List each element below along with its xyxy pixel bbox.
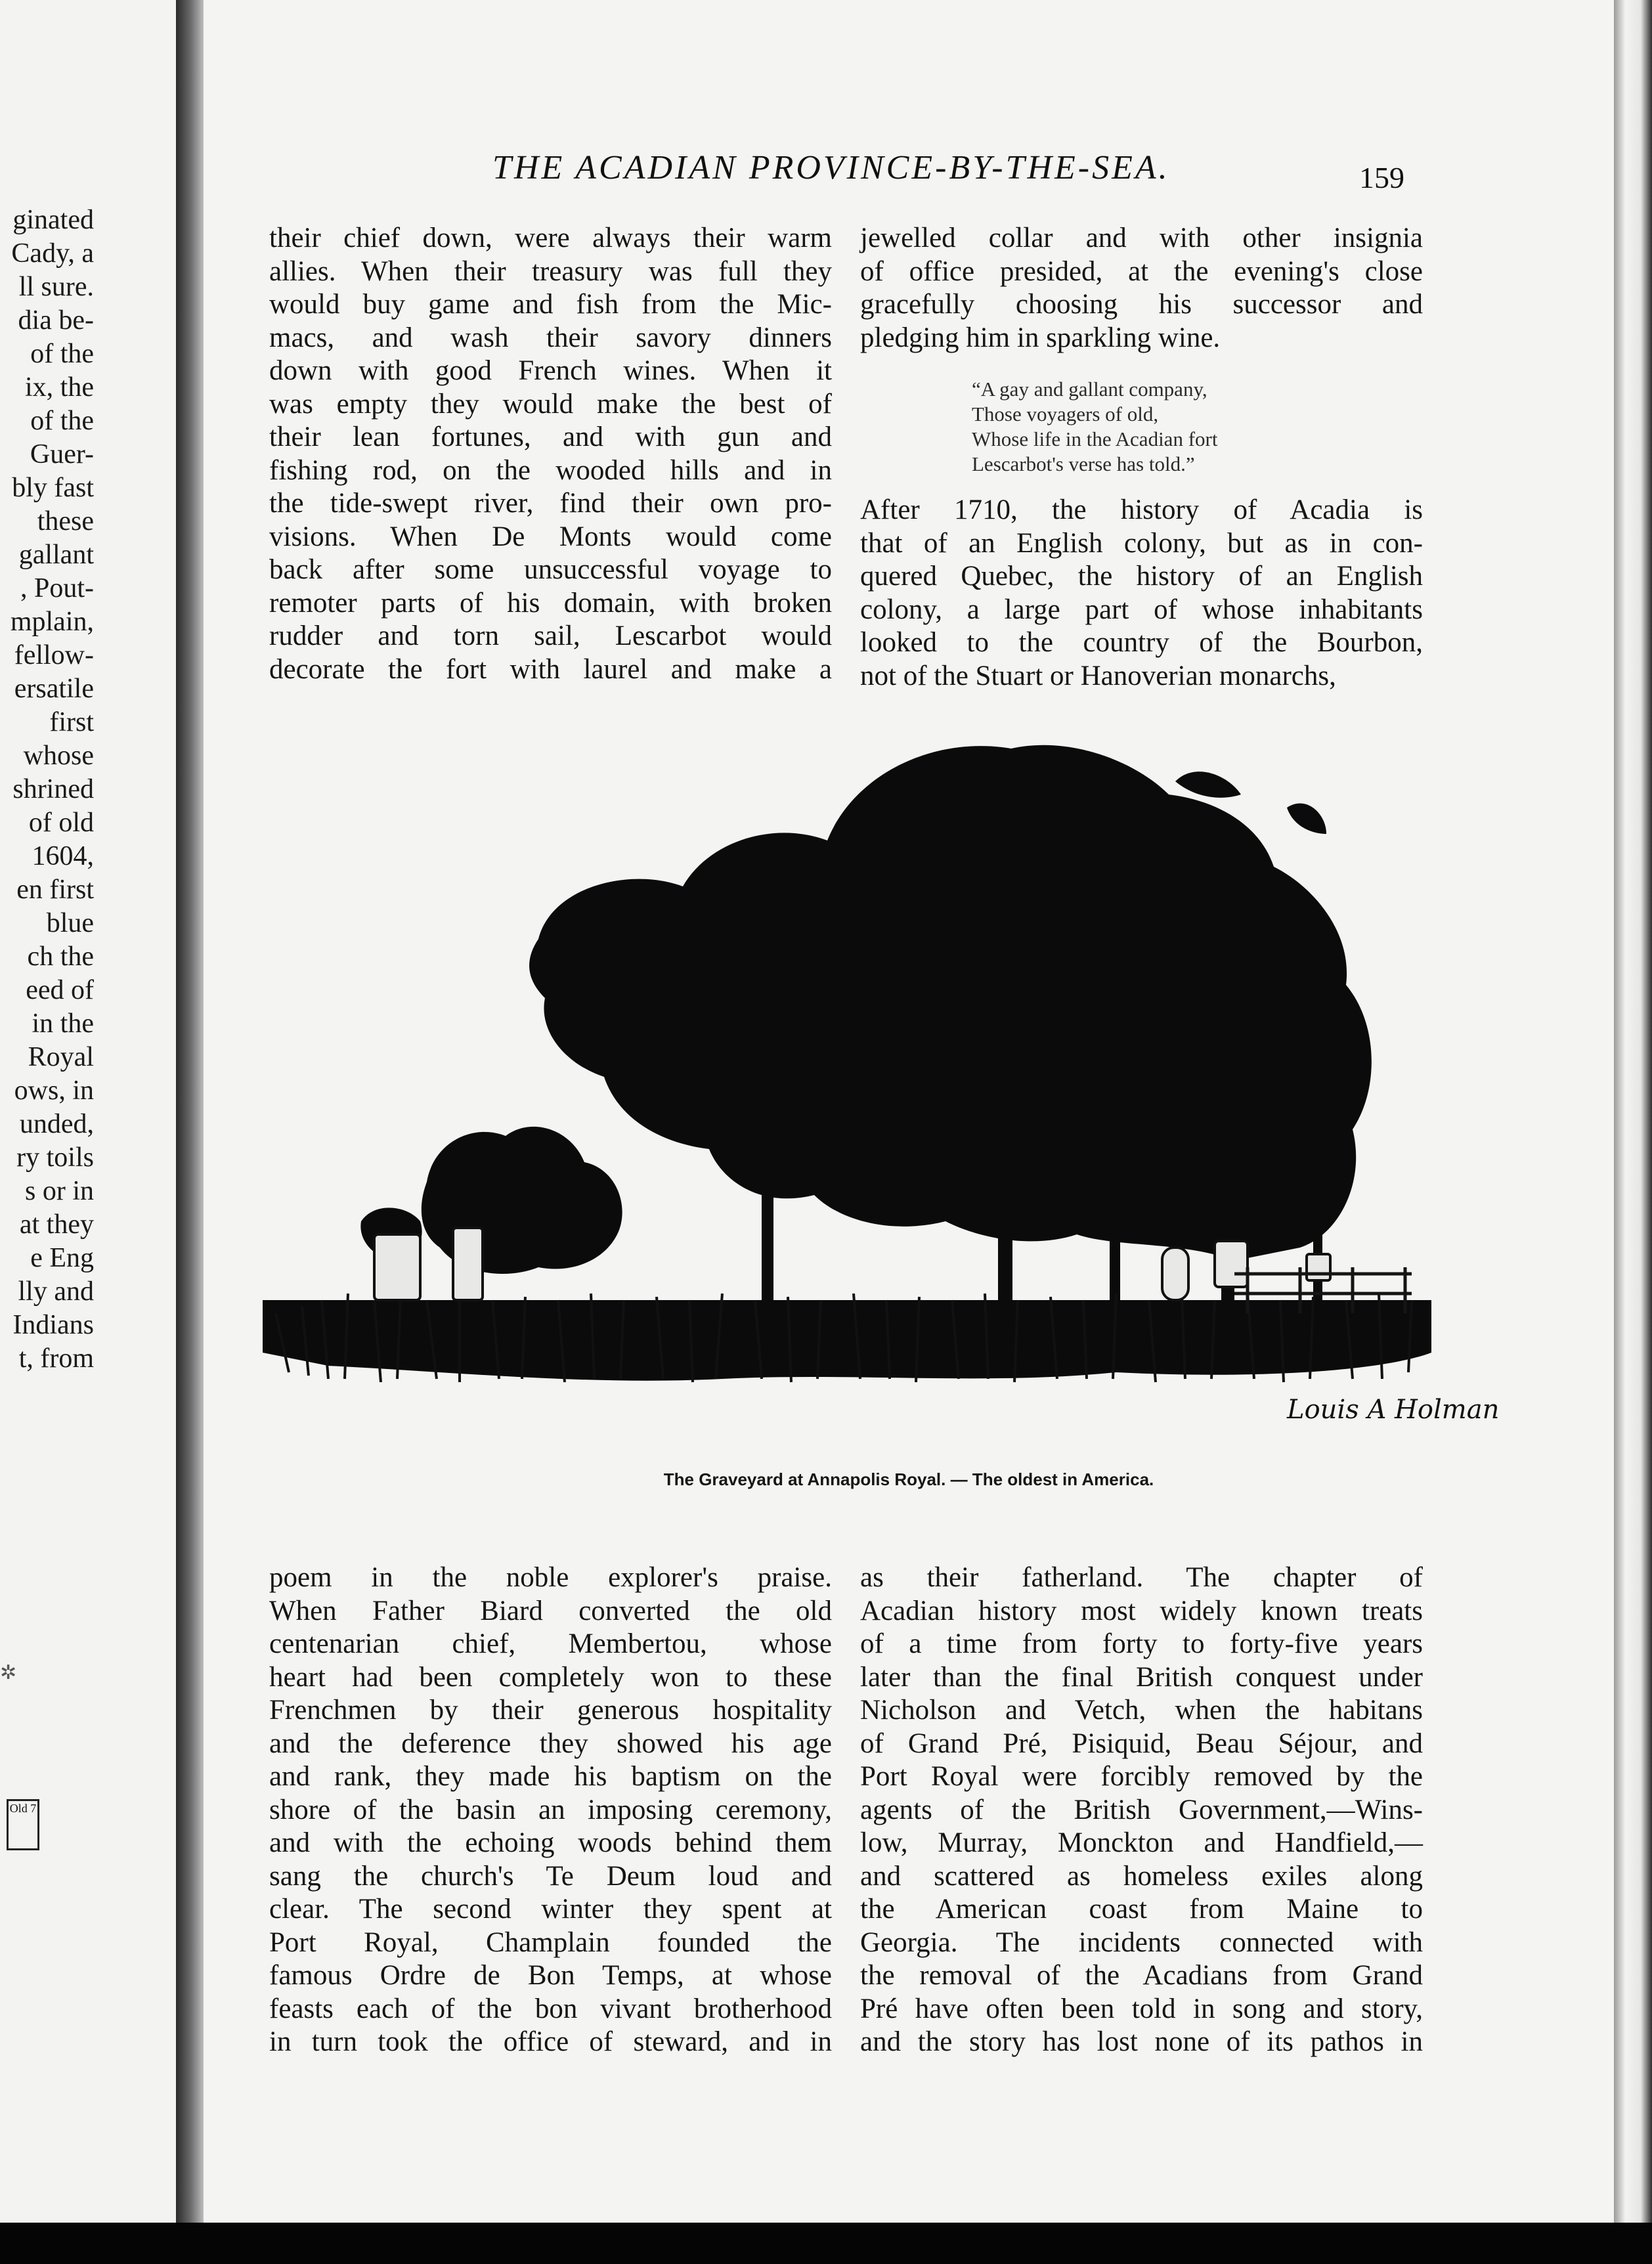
left-page-line: ll sure. (18, 272, 94, 302)
left-page-line: Cady, a (11, 238, 94, 269)
bottom-left-column (269, 1561, 832, 2059)
text-line: When Father Biard converted the old (269, 1595, 832, 1626)
page-number: 159 (1359, 161, 1404, 194)
text-line: and rank, they made his baptism on the (269, 1761, 832, 1792)
verse-line: Lescarbot's verse has told.” (972, 452, 1195, 475)
left-page-line: these (37, 506, 94, 536)
left-page-line: at they (19, 1209, 94, 1240)
page-edge (1614, 0, 1652, 2223)
left-page-line: shrined (12, 774, 94, 804)
text-line: the American coast from Maine to (860, 1894, 1423, 1925)
left-page-line: eed of (26, 975, 94, 1005)
left-page-stamp: Old 7 (7, 1799, 39, 1850)
text-line: of Grand Pré, Pisiquid, Beau Séjour, and (860, 1728, 1423, 1759)
left-page-line: en first (16, 875, 94, 905)
text-line: colony, a large part of whose inhabitants (860, 594, 1423, 625)
text-line: gracefully choosing his successor and (860, 289, 1423, 320)
left-page-line: fellow- (14, 640, 94, 670)
left-page-line: ix, the (25, 372, 94, 403)
text-line: allies. When their treasury was full they (269, 255, 832, 287)
left-page-line: t, from (18, 1343, 94, 1374)
text-line: famous Ordre de Bon Temps, at whose (269, 1960, 832, 1991)
text-line: back after some unsuccessful voyage to (269, 554, 832, 585)
text-line: low, Murray, Monckton and Handfield,— (860, 1827, 1423, 1858)
left-page-line: mplain, (10, 607, 94, 637)
text-line: pledging him in sparkling wine. (860, 322, 1221, 353)
text-line: sang the church's Te Deum loud and (269, 1860, 832, 1892)
text-line: After 1710, the history of Acadia is (860, 494, 1423, 525)
left-page-text (0, 204, 176, 1385)
text-line: decorate the fort with laurel and make a (269, 653, 832, 685)
left-page-line: of the (30, 406, 94, 436)
left-page-line: Guer- (30, 439, 94, 469)
scan-border (0, 2223, 1652, 2264)
illustration-signature: Louis A Holman (1287, 1395, 1500, 1425)
text-line: later than the final British conquest under (860, 1661, 1423, 1693)
text-line: feasts each of the bon vivant brotherhood (269, 1993, 832, 2024)
graveyard-illustration (263, 722, 1500, 1458)
text-line: clear. The second winter they spent at (269, 1894, 832, 1925)
left-page-line: blue (46, 908, 94, 938)
text-line: of office presided, at the evening's close (860, 255, 1423, 287)
left-page-line: Indians (12, 1310, 94, 1340)
text-line: of a time from forty to forty-five years (860, 1628, 1423, 1659)
text-line: and the deference they showed his age (269, 1728, 832, 1759)
text-line: rudder and torn sail, Lescarbot would (269, 620, 832, 651)
left-page-line: whose (23, 741, 94, 771)
text-line: agents of the British Government,—Wins- (860, 1794, 1423, 1825)
text-line: in turn took the office of steward, and in (269, 2026, 832, 2057)
text-line: and the story has lost none of its pathos in (860, 2026, 1423, 2057)
text-line: down with good French wines. When it (269, 355, 832, 386)
verse-line: Whose life in the Acadian fort (972, 427, 1218, 450)
left-page-line: of old (28, 808, 94, 838)
left-page-line: lly and (18, 1276, 94, 1307)
left-page-line: dia be- (18, 305, 94, 336)
text-line: as their fatherland. The chapter of (860, 1562, 1423, 1593)
text-line: the tide-swept river, find their own pro- (269, 488, 832, 519)
left-page-line: of the (30, 339, 94, 369)
text-line: was empty they would make the best of (269, 388, 832, 420)
text-line: heart had been completely won to these (269, 1661, 832, 1693)
left-page-line: 1604, (32, 841, 94, 871)
left-page-line: gallant (18, 540, 94, 570)
left-page-line: ows, in (14, 1076, 94, 1106)
text-line: Port Royal, Champlain founded the (269, 1927, 832, 1958)
book-gutter (176, 0, 204, 2264)
text-line: poem in the noble explorer's praise. (269, 1562, 832, 1593)
text-line: shore of the basin an imposing ceremony, (269, 1794, 832, 1825)
text-line: macs, and wash their savory dinners (269, 322, 832, 353)
text-line: remoter parts of his domain, with broken (269, 587, 832, 619)
text-line: looked to the country of the Bourbon, (860, 627, 1423, 658)
text-line: and scattered as homeless exiles along (860, 1860, 1423, 1892)
text-line: Georgia. The incidents connected with (860, 1927, 1423, 1958)
illustration-caption: The Graveyard at Annapolis Royal. — The oldest in America. (663, 1469, 1154, 1489)
left-page-line: ry toils (16, 1143, 94, 1173)
verse-line: Those voyagers of old, (972, 403, 1159, 425)
verse-line: “A gay and gallant company, (972, 378, 1207, 401)
text-line: and with the echoing woods behind them (269, 1827, 832, 1858)
text-line: visions. When De Monts would come (269, 521, 832, 552)
text-line: their chief down, were always their warm (269, 223, 832, 253)
left-page-line: bly fast (12, 473, 94, 503)
top-right-column (860, 222, 1423, 355)
top-left-column (269, 222, 832, 686)
left-page-line: first (49, 707, 94, 737)
text-line: Pré have often been told in song and story, (860, 1993, 1423, 2024)
left-page-line: in the (32, 1009, 94, 1039)
text-line: their lean fortunes, and with gun and (269, 422, 832, 452)
left-page-ornament: ✲ (0, 1662, 17, 1684)
verse-quote (972, 377, 1217, 477)
left-page-line: s or in (25, 1176, 94, 1206)
text-line: not of the Stuart or Hanoverian monarchs, (860, 660, 1336, 691)
top-right-column-continued (860, 494, 1423, 693)
left-page-line: , Pout- (20, 573, 94, 603)
left-page-fragment (0, 0, 176, 2264)
left-page-line: unded, (19, 1109, 94, 1139)
text-line: fishing rod, on the wooded hills and in (269, 454, 832, 486)
text-line: Frenchmen by their generous hospitality (269, 1695, 832, 1726)
book-page (204, 0, 1614, 2223)
text-line: quered Quebec, the history of an English (860, 561, 1423, 592)
text-line: Port Royal were forcibly removed by the (860, 1761, 1423, 1792)
left-page-line: e Eng (30, 1243, 94, 1273)
bottom-right-column (860, 1561, 1423, 2059)
left-page-line: ch the (27, 942, 94, 972)
text-line: that of an English colony, but as in con- (860, 527, 1423, 559)
left-page-line: ginated (12, 205, 94, 235)
text-line: Acadian history most widely known treats (860, 1595, 1423, 1626)
text-line: centenarian chief, Membertou, whose (269, 1628, 832, 1659)
left-page-line: Royal (28, 1042, 94, 1072)
text-line: jewelled collar and with other insignia (860, 223, 1423, 253)
running-head: THE ACADIAN PROVINCE-BY-THE-SEA. (492, 149, 1170, 186)
text-line: Nicholson and Vetch, when the habitans (860, 1695, 1423, 1726)
left-page-line: ersatile (14, 674, 94, 704)
text-line: the removal of the Acadians from Grand (860, 1960, 1423, 1991)
text-line: would buy game and fish from the Mic- (269, 289, 832, 320)
